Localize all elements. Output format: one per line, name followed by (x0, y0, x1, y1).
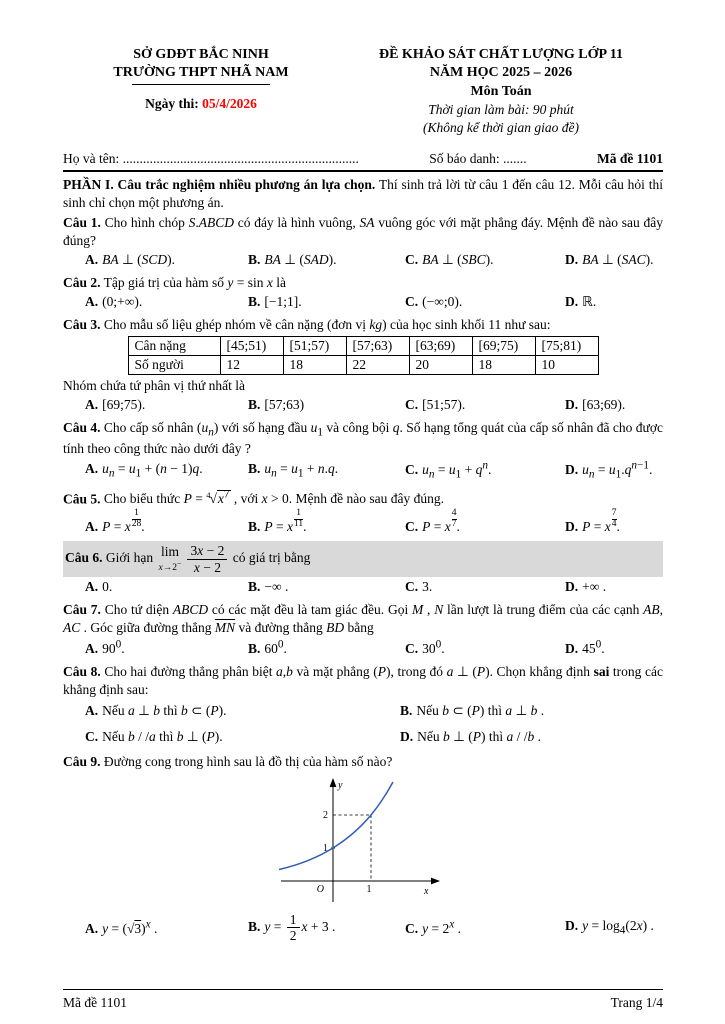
header-right (339, 46, 663, 137)
option-letter: A. (85, 703, 99, 719)
question-label: Câu 6. (65, 550, 103, 566)
table-cell: 22 (346, 356, 409, 375)
part1-heading (63, 176, 663, 212)
question-label: Câu 9. (63, 754, 101, 770)
candidate-number-field: Số báo danh: ....... (429, 151, 527, 167)
question-body: Cho mẫu số liệu ghép nhóm về cân nặng (đơn vị kg) của học sinh khối 11 như sau: (100, 316, 551, 332)
option-d (565, 251, 663, 269)
question-body: Cho cấp số nhân $(u_n)$ với số hạng đầu $u_1$ và công bội q. Số hạng tổng quát của cấp số nhân đã cho được tính theo công thức nào dưới đây ? (63, 419, 664, 457)
footer-exam-code: Mã đề 1101 (63, 995, 127, 1011)
question-5-text (63, 488, 663, 508)
exam-note: (Không kể thời gian giao đề) (422, 120, 580, 136)
question-9-text (63, 753, 663, 771)
header-divider (63, 170, 663, 172)
question-3-after: Nhóm chứa tứ phân vị thứ nhất là (63, 377, 246, 393)
option-d (565, 396, 663, 414)
y-axis-arrow (330, 778, 337, 787)
option-letter: C. (405, 641, 419, 657)
question-9 (63, 753, 663, 946)
option-d (565, 459, 663, 483)
question-label: Câu 5. (63, 491, 101, 507)
option-text: [63;69). (582, 396, 626, 412)
option-text: $u_n = u_1 + n.q$. (264, 461, 339, 480)
option-d (565, 293, 663, 311)
option-text: $60^0$. (264, 638, 287, 657)
option-a (85, 251, 248, 269)
candidate-name-field: Họ và tên: ...................................................................... (63, 151, 359, 167)
option-letter: D. (565, 396, 579, 412)
option-text: [69;75). (102, 396, 146, 412)
question-body: Đường cong trong hình sau là đồ thị của hàm số nào? (100, 754, 393, 770)
option-d (565, 578, 663, 596)
table-cell: Cân nặng (128, 337, 220, 356)
option-b (248, 912, 405, 944)
question-label: Câu 4. (63, 419, 101, 435)
option-letter: D. (565, 252, 579, 268)
question-9-options (85, 912, 663, 944)
option-c (85, 728, 400, 746)
option-text: Nếu b ⊥ (P) thì a / /b . (417, 729, 542, 745)
candidate-info-row (63, 150, 663, 168)
table-cell: 18 (472, 356, 535, 375)
option-text: P = x $\frac{1}{28}$ . (102, 508, 145, 535)
option-letter: A. (85, 396, 99, 412)
exam-subject: Môn Toán (470, 83, 532, 99)
option-letter: B. (248, 919, 261, 935)
option-text: P = x $\frac{7}{4}$ . (582, 508, 620, 535)
question-5-options (85, 509, 663, 536)
option-c (405, 918, 565, 938)
page-footer (63, 989, 663, 1012)
option-letter: D. (565, 579, 579, 595)
option-text: Nếu b / /a thì b ⊥ (P). (102, 729, 223, 745)
option-letter: B. (400, 703, 413, 719)
option-a (85, 293, 248, 311)
option-text: $y = (√3)^x$ . (102, 918, 158, 937)
option-letter: B. (248, 641, 261, 657)
option-a (85, 396, 248, 414)
table-cell: 18 (283, 356, 346, 375)
footer-page-number: Trang 1/4 (610, 995, 663, 1011)
option-letter: C. (405, 396, 419, 412)
question-body: Cho tứ diện ABCD có các mặt đều là tam giác đều. Gọi M , N lần lượt là trung điểm của các cạnh AB, AC . Góc giữa đường thẳng $\overline{MN}$ và đường thẳng BD bằng (63, 601, 663, 635)
option-letter: B. (248, 252, 261, 268)
function-graph-figure (63, 776, 663, 910)
question-body: Cho hai đường thẳng phân biệt a,b và mặt phẳng (P), trong đó a ⊥ (P). Chọn khẳng định sai trong các khẳng định sau: (63, 663, 663, 697)
question-3-text (63, 316, 663, 334)
option-c (405, 396, 565, 414)
question-body: Giới hạn lim x→2− $\frac{3x - 2}{x - 2}$ có giá trị bằng (102, 543, 311, 575)
option-text: $u_n = u_1.q^{n-1}$. (582, 459, 653, 482)
question-8-options (85, 702, 663, 746)
option-text: $y = \log_4(2x)$ . (582, 918, 654, 937)
option-c (405, 459, 565, 483)
table-cell: 20 (409, 356, 472, 375)
table-row (128, 337, 598, 356)
question-2 (63, 274, 663, 313)
question-label: Câu 2. (63, 274, 101, 290)
question-1 (63, 214, 663, 270)
option-text: P = x $\frac{4}{7}$ . (422, 508, 460, 535)
table-cell: [45;51) (220, 337, 283, 356)
option-text: $y = 2^x$ . (422, 918, 461, 937)
exam-date-value: 05/4/2026 (202, 95, 257, 111)
exam-year: NĂM HỌC 2025 – 2026 (429, 65, 573, 81)
part1-title: PHẦN I. Câu trắc nghiệm nhiều phương án lựa chọn. (63, 176, 376, 192)
option-letter: D. (565, 641, 579, 657)
option-text: $u_n = u_1 + q^n$. (422, 459, 492, 482)
option-letter: D. (565, 462, 579, 478)
x-axis-label: x (424, 885, 429, 897)
option-a (85, 918, 248, 938)
question-body: Tập giá trị của hàm số y = sin x là (100, 274, 286, 290)
y-tick-label-2: 2 (323, 809, 328, 821)
exam-date-label: Ngày thi: (145, 95, 203, 111)
option-letter: B. (248, 396, 261, 412)
option-d (565, 509, 663, 536)
question-2-options (85, 293, 663, 311)
option-text: BA ⊥ (SCD). (102, 252, 176, 268)
option-letter: A. (85, 641, 99, 657)
question-6 (63, 541, 663, 598)
question-6-text (65, 543, 661, 575)
school-underline (132, 84, 270, 85)
option-text: BA ⊥ (SAC). (582, 252, 654, 268)
page-bottom-whitespace (63, 946, 663, 989)
question-4-text (63, 419, 663, 458)
option-letter: C. (85, 729, 99, 745)
question-1-text (63, 214, 663, 250)
option-letter: B. (248, 293, 261, 309)
question-body: Cho hình chóp S.ABCD có đáy là hình vuông, SA vuông góc với mặt phẳng đáy. Mệnh đề nào sau đây đúng? (63, 215, 663, 249)
option-letter: D. (565, 519, 579, 535)
question-6-options (85, 578, 663, 596)
option-letter: D. (400, 729, 414, 745)
option-letter: C. (405, 519, 419, 535)
option-text: Nếu a ⊥ b thì b ⊂ (P). (102, 703, 227, 719)
option-letter: C. (405, 252, 419, 268)
question-4 (63, 419, 663, 485)
option-letter: B. (248, 519, 261, 535)
question-3-options (85, 396, 663, 414)
option-letter: D. (565, 918, 579, 934)
option-letter: A. (85, 252, 99, 268)
option-letter: A. (85, 293, 99, 309)
option-letter: A. (85, 461, 99, 477)
option-b (248, 509, 405, 536)
option-b (248, 638, 405, 658)
question-label: Câu 8. (63, 663, 101, 679)
option-letter: A. (85, 579, 99, 595)
department-name: SỞ GDĐT BẮC NINH (133, 47, 269, 62)
y-axis-label: y (338, 779, 343, 791)
option-d (565, 917, 663, 939)
option-letter: B. (248, 579, 261, 595)
option-d (400, 728, 663, 746)
exam-duration: Thời gian làm bài: 90 phút (428, 102, 574, 118)
question-label: Câu 3. (63, 316, 101, 332)
option-letter: C. (405, 293, 419, 309)
option-text: (−∞;0). (422, 293, 463, 309)
option-letter: A. (85, 519, 99, 535)
y-tick-label-1: 1 (323, 842, 328, 854)
frequency-table (128, 336, 599, 375)
exam-date-line (63, 95, 339, 113)
table-cell: [63;69) (409, 337, 472, 356)
option-b (248, 460, 405, 482)
table-cell: [57;63) (346, 337, 409, 356)
x-axis-arrow (431, 878, 440, 885)
option-letter: C. (405, 579, 419, 595)
table-row (128, 356, 598, 375)
option-letter: A. (85, 921, 99, 937)
option-text: $30^0$. (422, 638, 445, 657)
question-body: Cho biểu thức $P = ^4√x^7$ , với x > 0. Mệnh đề nào sau đây đúng. (100, 488, 444, 507)
option-a (85, 638, 248, 658)
table-cell: [75;81) (535, 337, 598, 356)
option-text: Nếu b ⊂ (P) thì a ⊥ b . (416, 703, 545, 719)
question-2-text (63, 274, 663, 292)
option-c (405, 509, 565, 536)
question-label: Câu 1. (63, 215, 101, 231)
option-b (248, 293, 405, 311)
option-text: $u_n = u_1 + (n - 1)q$. (102, 461, 203, 480)
school-name: TRƯỜNG THPT NHÃ NAM (113, 65, 289, 81)
option-d (565, 638, 663, 658)
option-text: $45^0$. (582, 638, 605, 657)
question-8 (63, 663, 663, 750)
header-left (63, 46, 339, 137)
exam-title: ĐỀ KHẢO SÁT CHẤT LƯỢNG LỚP 11 (378, 47, 623, 62)
part1-intro: Thí sinh trả lời từ câu 1 đến câu 12. Mỗi câu hỏi thí sinh chỉ chọn một phương án. (63, 176, 663, 210)
option-a (85, 460, 248, 482)
option-a (85, 578, 248, 596)
option-text: BA ⊥ (SAD). (264, 252, 337, 268)
option-letter: D. (565, 293, 579, 309)
option-a (85, 702, 400, 720)
question-8-text (63, 663, 663, 699)
x-tick-label-1: 1 (366, 883, 372, 895)
question-label: Câu 7. (63, 601, 101, 617)
question-5 (63, 488, 663, 538)
table-cell: [69;75) (472, 337, 535, 356)
origin-label: O (316, 883, 324, 895)
option-text: P = x $\frac{1}{11}$ . (264, 508, 307, 535)
option-c (405, 638, 565, 658)
question-6-highlight (63, 541, 663, 577)
question-7-text (63, 601, 663, 637)
table-cell: [51;57) (283, 337, 346, 356)
option-b (248, 396, 405, 414)
option-text: 3. (422, 579, 433, 595)
option-b (248, 251, 405, 269)
option-a (85, 509, 248, 536)
option-b (400, 702, 663, 720)
question-4-options (85, 459, 663, 483)
option-text: 0. (102, 579, 113, 595)
option-text: +∞ . (582, 579, 607, 595)
option-text: y = $\frac{1}{2}$ x + 3 . (264, 911, 336, 944)
table-cell: 12 (220, 356, 283, 375)
question-1-options (85, 251, 663, 269)
option-text: [51;57). (422, 396, 466, 412)
exam-code: Mã đề 1101 (597, 151, 663, 167)
option-c (405, 251, 565, 269)
option-b (248, 578, 405, 596)
option-text: −∞ . (264, 579, 289, 595)
table-cell: Số người (128, 356, 220, 375)
question-7-options (85, 638, 663, 658)
question-7 (63, 601, 663, 660)
exponential-curve (279, 779, 393, 870)
exponential-curve-graph (273, 776, 453, 910)
exam-header (63, 46, 663, 137)
option-letter: C. (405, 462, 419, 478)
option-letter: B. (248, 461, 261, 477)
question-3 (63, 316, 663, 416)
option-text: [57;63) (264, 396, 305, 412)
option-text: ℝ. (582, 293, 597, 309)
option-text: (0;+∞). (102, 293, 143, 309)
option-text: [−1;1]. (264, 293, 302, 309)
option-text: $90^0$. (102, 638, 125, 657)
option-c (405, 578, 565, 596)
table-cell: 10 (535, 356, 598, 375)
option-c (405, 293, 565, 311)
option-letter: C. (405, 921, 419, 937)
option-text: BA ⊥ (SBC). (422, 252, 494, 268)
